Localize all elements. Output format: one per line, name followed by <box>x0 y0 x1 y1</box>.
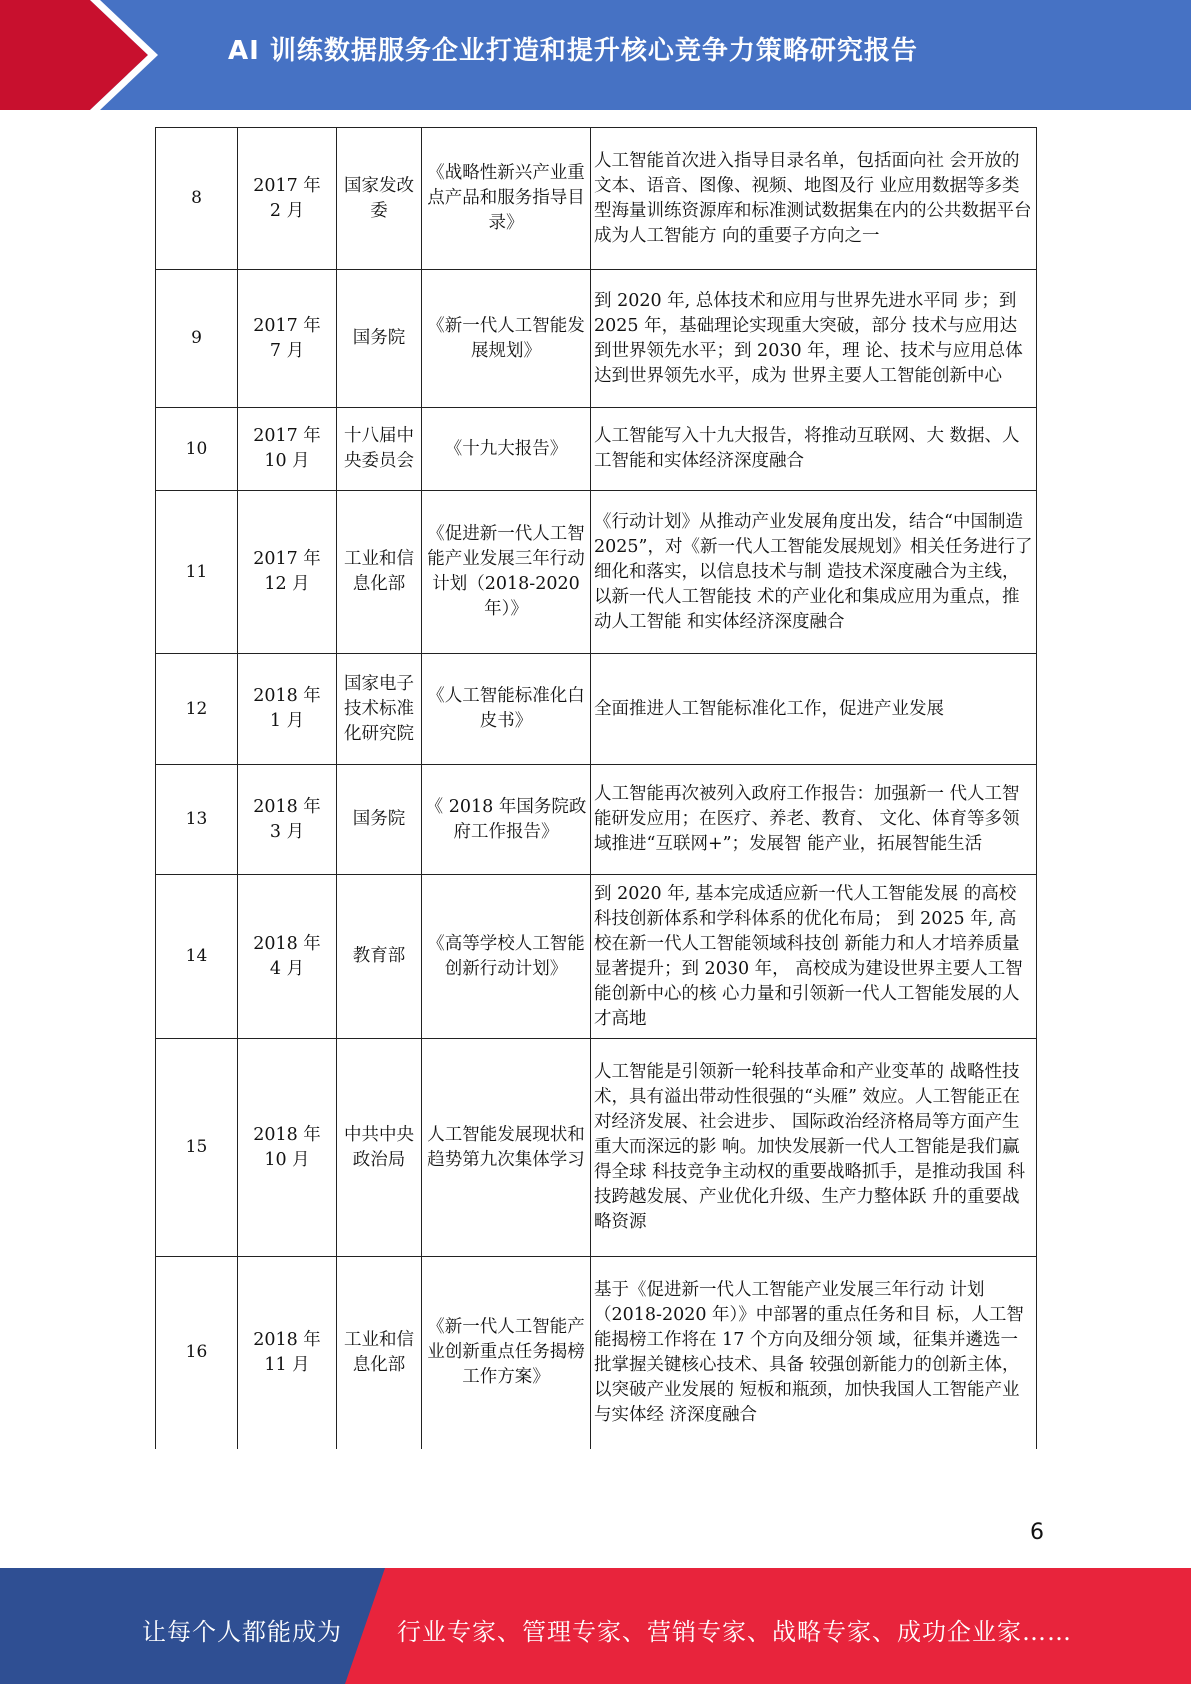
row-description: 人工智能是引领新一轮科技革命和产业变革的 战略性技术，具有溢出带动性很强的“头雁” 效应。人工智能正在对经济发展、社会进步、 国际政治经济格局等方面产生重大而深远的影 响。加快发展新一代人工智能是我们赢得全球 科技竞争主动权的重要战略抓手，是推动我国 科技跨越发展、产业优化升级、生产力整体跃 升的重要战略资源 <box>591 1039 1037 1257</box>
row-document: 《十九大报告》 <box>422 408 591 491</box>
row-number: 9 <box>156 270 238 408</box>
table-row <box>156 654 1037 765</box>
row-number: 15 <box>156 1039 238 1257</box>
row-description: 《行动计划》从推动产业发展角度出发，结合“中国制造 2025”，对《新一代人工智能发展规划》相关任务进行了细化和落实，以信息技术与制 造技术深度融合为主线，以新一代人工智能技 术的产业化和集成应用为重点，推动人工智能 和实体经济深度融合 <box>591 491 1037 654</box>
table-row <box>156 1039 1037 1257</box>
row-description: 人工智能写入十九大报告，将推动互联网、大 数据、人工智能和实体经济深度融合 <box>591 408 1037 491</box>
table-row <box>156 1257 1037 1449</box>
table-row <box>156 408 1037 491</box>
row-description: 基于《促进新一代人工智能产业发展三年行动 计划（2018-2020 年）》中部署的重点任务和目 标，人工智能揭榜工作将在 17 个方向及细分领 域，征集并遴选一批掌握关键核心技术、具备 较强创新能力的创新主体，以突破产业发展的 短板和瓶颈，加快我国人工智能产业与实体经 济深度融合 <box>591 1257 1037 1449</box>
table-row <box>156 875 1037 1039</box>
row-department: 国务院 <box>337 270 422 408</box>
row-number: 8 <box>156 128 238 270</box>
row-date: 2017 年 10 月 <box>238 408 337 491</box>
row-date: 2018 年 3 月 <box>238 765 337 875</box>
row-description: 人工智能首次进入指导目录名单，包括面向社 会开放的文本、语音、图像、视频、地图及行 业应用数据等多类型海量训练资源库和标准测试数据集在内的公共数据平台成为人工智能方 向的重要子方向之一 <box>591 128 1037 270</box>
row-department: 工业和信息化部 <box>337 1257 422 1449</box>
row-document: 《促进新一代人工智能产业发展三年行动计划（2018-2020 年）》 <box>422 491 591 654</box>
row-date: 2017 年 7 月 <box>238 270 337 408</box>
row-description: 全面推进人工智能标准化工作，促进产业发展 <box>591 654 1037 765</box>
row-date: 2018 年 4 月 <box>238 875 337 1039</box>
table-row <box>156 765 1037 875</box>
row-department: 国家电子技术标准化研究院 <box>337 654 422 765</box>
row-date: 2018 年 1 月 <box>238 654 337 765</box>
row-document: 《新一代人工智能产业创新重点任务揭榜工作方案》 <box>422 1257 591 1449</box>
table-row <box>156 128 1037 270</box>
row-document: 《 2018 年国务院政府工作报告》 <box>422 765 591 875</box>
row-date: 2017 年 2 月 <box>238 128 337 270</box>
row-department: 国家发改委 <box>337 128 422 270</box>
row-department: 中共中央政治局 <box>337 1039 422 1257</box>
report-title: AI 训练数据服务企业打造和提升核心竞争力策略研究报告 <box>228 36 918 66</box>
row-department: 教育部 <box>337 875 422 1039</box>
row-department: 十八届中央委员会 <box>337 408 422 491</box>
page-footer <box>0 1568 1191 1684</box>
row-department: 工业和信息化部 <box>337 491 422 654</box>
row-number: 16 <box>156 1257 238 1449</box>
table-row <box>156 270 1037 408</box>
row-number: 14 <box>156 875 238 1039</box>
row-date: 2018 年 11 月 <box>238 1257 337 1449</box>
footer-slogan-right: 行业专家、管理专家、营销专家、战略专家、成功企业家…… <box>397 1618 1072 1646</box>
page-header <box>0 0 1191 110</box>
table-row <box>156 491 1037 654</box>
row-department: 国务院 <box>337 765 422 875</box>
row-date: 2018 年 10 月 <box>238 1039 337 1257</box>
row-date: 2017 年 12 月 <box>238 491 337 654</box>
row-document: 人工智能发展现状和趋势第九次集体学习 <box>422 1039 591 1257</box>
row-number: 10 <box>156 408 238 491</box>
row-document: 《新一代人工智能发展规划》 <box>422 270 591 408</box>
policy-table <box>155 127 1037 1449</box>
page-number: 6 <box>1030 1520 1044 1545</box>
row-number: 12 <box>156 654 238 765</box>
row-description: 到 2020 年, 基本完成适应新一代人工智能发展 的高校科技创新体系和学科体系的优化布局； 到 2025 年, 高校在新一代人工智能领域科技创 新能力和人才培养质量显著提升；到 2030 年， 高校成为建设世界主要人工智能创新中心的核 心力量和引领新一代人工智能发展的人才高地 <box>591 875 1037 1039</box>
row-description: 到 2020 年, 总体技术和应用与世界先进水平同 步；到 2025 年，基础理论实现重大突破，部分 技术与应用达到世界领先水平；到 2030 年，理 论、技术与应用总体达到世界领先水平，成为 世界主要人工智能创新中心 <box>591 270 1037 408</box>
footer-slogan-left: 让每个人都能成为 <box>142 1618 342 1646</box>
row-description: 人工智能再次被列入政府工作报告：加强新一 代人工智能研发应用；在医疗、养老、教育、 文化、体育等多领域推进“互联网+”；发展智 能产业，拓展智能生活 <box>591 765 1037 875</box>
row-number: 11 <box>156 491 238 654</box>
row-document: 《战略性新兴产业重点产品和服务指导目录》 <box>422 128 591 270</box>
row-number: 13 <box>156 765 238 875</box>
row-document: 《高等学校人工智能创新行动计划》 <box>422 875 591 1039</box>
row-document: 《人工智能标准化白皮书》 <box>422 654 591 765</box>
